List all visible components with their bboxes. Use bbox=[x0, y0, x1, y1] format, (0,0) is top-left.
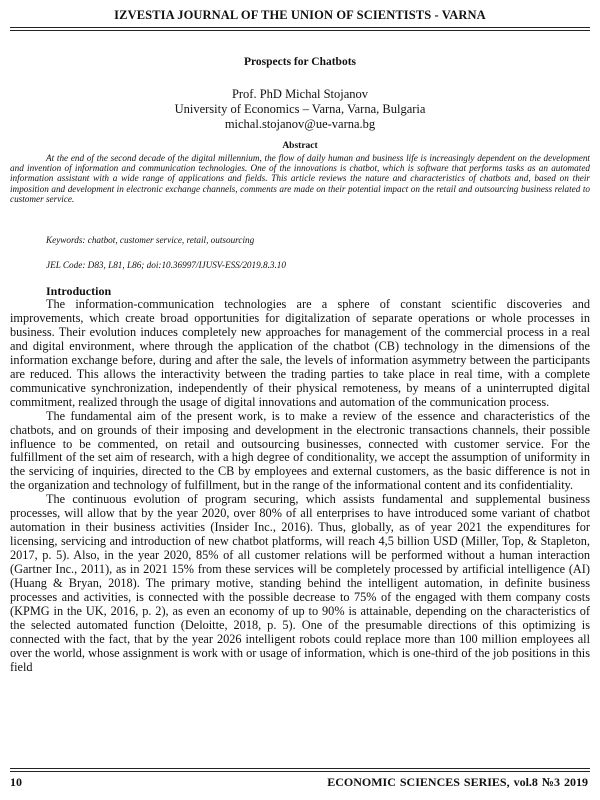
abstract-heading: Abstract bbox=[282, 141, 318, 151]
abstract-text: At the end of the second decade of the digital millennium, the flow of daily human and business life is increasingly dependent on the development and invention of information and communication technologies. One of the innovations is chatbot, which is software that performs tasks as an automated information assistant with a wide range of applications and fields. This article reviews the nature and characteristics of chatbots and, based on their imposition and development in electronic exchange channels, comments are made on their potential impact on the retail and outsourcing business related to customer service. bbox=[10, 153, 590, 204]
series-label: ECONOMIC SCIENCES SERIES, vol.8 №3 2019 bbox=[327, 775, 588, 789]
author-name: Prof. PhD Michal Stojanov bbox=[231, 87, 369, 101]
page-number: 10 bbox=[10, 775, 22, 789]
journal-header: IZVESTIA JOURNAL OF THE UNION OF SCIENTISTS - VARNA bbox=[114, 8, 486, 22]
footer-rule-upper bbox=[10, 768, 590, 769]
footer-rule-lower bbox=[10, 771, 590, 772]
author-email: michal.stojanov@ue-varna.bg bbox=[224, 117, 376, 131]
introduction-heading: Introduction bbox=[46, 284, 112, 298]
introduction-body bbox=[10, 298, 590, 675]
body-paragraph: The fundamental aim of the present work, is to make a review of the essence and characteristics of the chatbots, and on grounds of their imposing and development in the electronic transactions channels, their possible influence to be commented, on retail and outsourcing businesses, connected with customer service. For the fulfillment of the set aim of research, with a high degree of conditionality, we accept the assumption of uniformity in the servicing of inquiries, directed to the CB by employees and external customers, as the basic difference is not in the organization and technology of fulfillment, but in the range of the informational content and its confidentiality. bbox=[10, 408, 590, 493]
article-title: Prospects for Chatbots bbox=[243, 56, 356, 68]
keywords-line: Keywords: chatbot, customer service, retail, outsourcing bbox=[46, 235, 255, 245]
body-paragraph: The continuous evolution of program securing, which assists fundamental and supplemental business processes, will allow that by the year 2020, over 80% of all enterprises to have introduced some variant of chatbot automation in their business activities (Insider Inc., 2016). Thus, globally, as of year 2021 the expenditures for licensing, servicing and introduction of new chatbot platforms, will reach 4,5 billion USD (Miller, Top, & Stapleton, 2017, p. 5). Also, in the year 2020, 85% of all customer relations will be performed without a human interaction (Gartner Inc., 2011), as in 2021 15% from these services will be completely processed by artificial intelligence (AI) (Huang & Bryan, 2018). The primary motive, standing behind the intelligent automation, in definite business processes and activities, is connected with the possible decrease to 75% of the engaged with them company costs (KPMG in the UK, 2016, p. 2), as even an economy of up to 90% is attainable, depending on the characteristics of the selected automated function (Deloitte, 2018, p. 5). One of the presumable directions of this optimizing is connected with the fact, that by the year 2026 intelligent robots could replace more than 100 million employees all over the world, whose assignment is work with or usage of information, which is one-third of the job positions in this field bbox=[10, 492, 590, 674]
body-paragraph: The information-communication technologies are a sphere of constant scientific discoveries and improvements, which create broad opportunities for digitalization of separate operations or whole processes in business. Their evolution induces completely new approaches for management of the commercial process in a real and digital environment, where through the application of the chatbot (CB) technology in the dimensions of the information exchange before, during and after the sale, the levels of information asymmetry between the participants are reduced. This allows the interactivity between the trading parties to take place in real time, with a complete communicative synchronization, independently of their physical remoteness, by means of a uninterrupted digital commitment, realized through the usage of digital innovations and automation of the communication process. bbox=[10, 297, 590, 409]
header-rule-lower bbox=[10, 30, 590, 31]
jel-code-line: JEL Code: D83, L81, L86; doi:10.36997/IJUSV-ESS/2019.8.3.10 bbox=[46, 260, 286, 270]
author-affiliation: University of Economics – Varna, Varna, Bulgaria bbox=[174, 102, 426, 116]
header-rule-upper bbox=[10, 27, 590, 28]
